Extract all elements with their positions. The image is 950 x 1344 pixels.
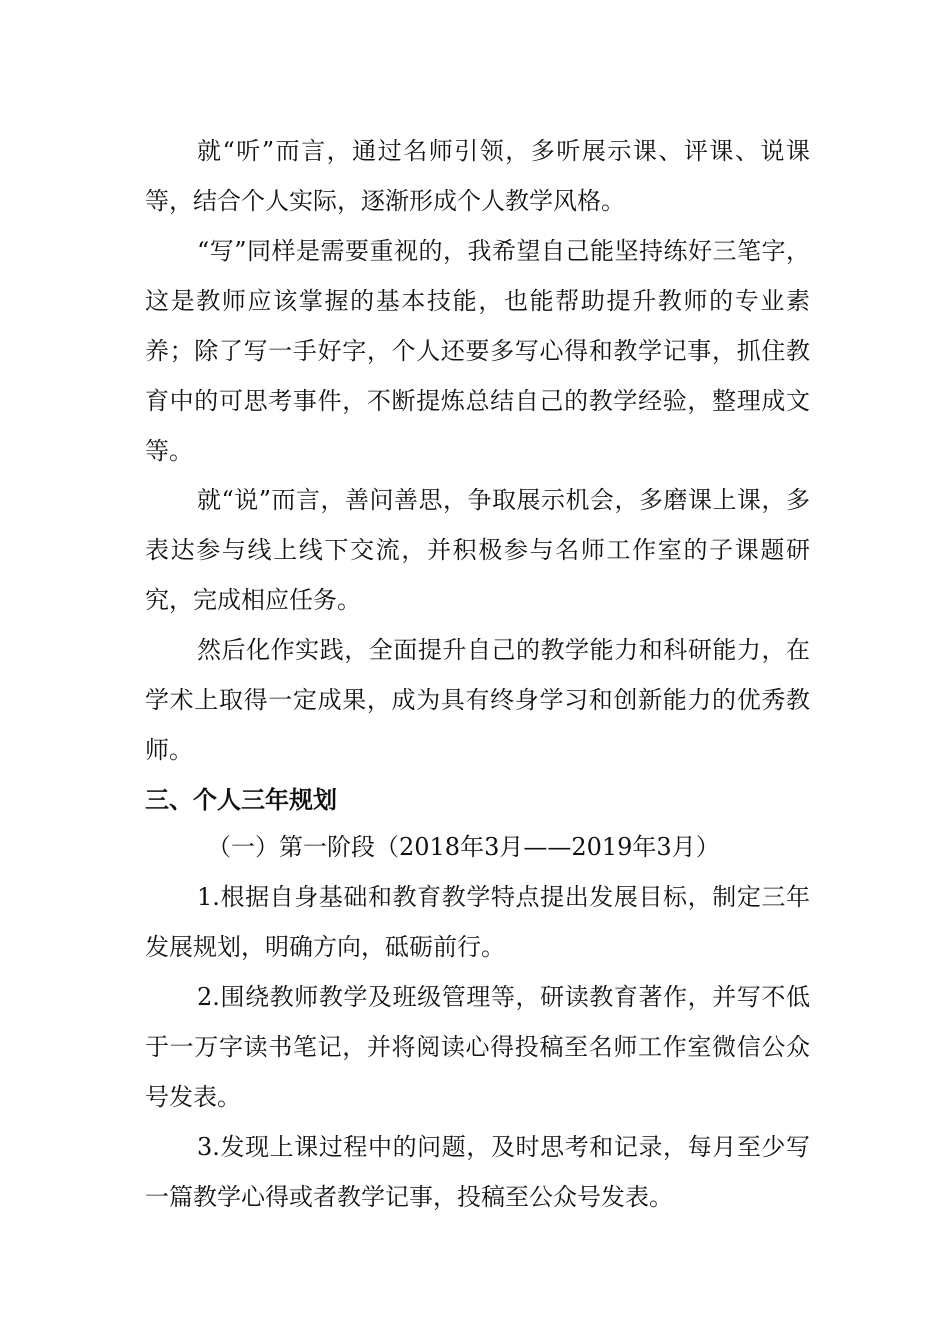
plan-item-2: 2.围绕教师教学及班级管理等，研读教育著作，并写不低于一万字读书笔记，并将阅读心得投稿至名师工作室微信公众号发表。 [145, 983, 810, 1111]
section-heading: 三、个人三年规划 [145, 786, 337, 814]
paragraph-speaking: 就“说”而言，善问善思，争取展示机会，多磨课上课，多表达参与线上线下交流，并积极参与名师工作室的子课题研究，完成相应任务。 [145, 486, 810, 614]
plan-item-3: 3.发现上课过程中的问题，及时思考和记录，每月至少写一篇教学心得或者教学记事，投稿至公众号发表。 [145, 1133, 810, 1211]
paragraph-listening: 就“听”而言，通过名师引领，多听展示课、评课、说课等，结合个人实际，逐渐形成个人教学风格。 [145, 137, 810, 215]
plan-item-1: 1.根据自身基础和教育教学特点提出发展目标，制定三年发展规划，明确方向，砥砺前行。 [145, 883, 810, 961]
paragraph-practice: 然后化作实践，全面提升自己的教学能力和科研能力，在学术上取得一定成果，成为具有终身学习和创新能力的优秀教师。 [145, 636, 810, 764]
stage-heading: （一）第一阶段（2018年3月——2019年3月） [207, 833, 720, 861]
paragraph-writing: “写”同样是需要重视的，我希望自己能坚持练好三笔字，这是教师应该掌握的基本技能，也能帮助提升教师的专业素养；除了写一手好字，个人还要多写心得和教学记事，抓住教育中的可思考事件，不断提炼总结自己的教学经验，整理成文等。 [145, 237, 810, 465]
